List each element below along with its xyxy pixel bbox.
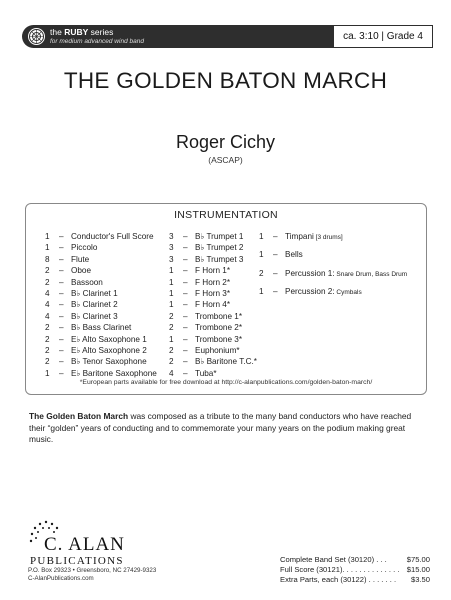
instrument-quantity: 1 bbox=[259, 232, 264, 241]
dash: – bbox=[183, 243, 188, 253]
instrument-name: B♭ Bass Clarinet bbox=[71, 323, 132, 333]
instrument-name: B♭ Clarinet 1 bbox=[71, 289, 118, 299]
instrumentation-heading: INSTRUMENTATION bbox=[174, 209, 278, 221]
instrument-row bbox=[45, 242, 157, 253]
instrument-name: Oboe bbox=[71, 266, 92, 276]
address-line: P.O. Box 29323 • Greensboro, NC 27429-9323 bbox=[28, 567, 157, 574]
series-label: the RUBY series for medium advanced wind band bbox=[50, 26, 144, 45]
instrument-name: B♭ Clarinet 3 bbox=[71, 311, 118, 321]
instrument-name: Flute bbox=[71, 254, 90, 264]
instrument-row bbox=[169, 334, 257, 345]
instrument-row bbox=[169, 322, 257, 333]
instrument-row bbox=[169, 242, 257, 253]
instrument-detail: [3 drums] bbox=[313, 234, 343, 241]
dash: – bbox=[183, 300, 188, 310]
price-row bbox=[280, 555, 430, 565]
dash: – bbox=[183, 346, 188, 356]
dash: – bbox=[183, 289, 188, 299]
dash: – bbox=[183, 368, 188, 378]
dash: – bbox=[183, 323, 188, 333]
instrument-name: Piccolo bbox=[71, 243, 98, 253]
instrument-name: B♭ Tenor Saxophone bbox=[71, 357, 147, 367]
instrument-row bbox=[169, 299, 257, 310]
dash: – bbox=[59, 266, 64, 276]
instrument-quantity: 4 bbox=[169, 368, 174, 378]
instrument-row bbox=[45, 368, 157, 379]
instrument-name: Conductor's Full Score bbox=[71, 232, 154, 241]
price-value: $75.00 bbox=[406, 555, 430, 564]
series-subtitle: for medium advanced wind band bbox=[50, 37, 144, 45]
publisher-subname: PUBLICATIONS bbox=[30, 555, 124, 567]
instrument-row bbox=[45, 288, 157, 299]
composer-name: Roger Cichy bbox=[175, 132, 276, 152]
instrument-row bbox=[169, 311, 257, 322]
instrument-row bbox=[259, 249, 407, 261]
instrument-detail: Cymbals bbox=[334, 289, 362, 297]
instrument-row bbox=[169, 265, 257, 276]
dash: – bbox=[59, 254, 64, 264]
dash: – bbox=[273, 268, 278, 278]
instrument-row bbox=[45, 254, 157, 265]
instrument-row bbox=[45, 231, 157, 242]
instrument-name: B♭ Trumpet 2 bbox=[195, 243, 244, 253]
instrument-quantity: 2 bbox=[259, 268, 264, 278]
instrument-quantity: 2 bbox=[169, 357, 174, 367]
dash: – bbox=[183, 311, 188, 321]
instrument-quantity: 2 bbox=[169, 323, 174, 333]
ruby-series-logo-icon bbox=[28, 28, 45, 45]
instrument-row bbox=[169, 356, 257, 367]
dash: – bbox=[59, 357, 64, 367]
instrument-name: Bells bbox=[285, 250, 303, 260]
instrument-quantity: 1 bbox=[169, 277, 174, 287]
instrument-quantity: 1 bbox=[169, 266, 174, 276]
instrument-quantity: 1 bbox=[169, 289, 174, 299]
description-text: was composed as a tribute to the many band conductors who have reached their “golden” years of conducting and to commemorate your many years on the podium making great music. bbox=[29, 411, 412, 444]
instrumentation-box bbox=[25, 203, 427, 395]
instrument-quantity: 2 bbox=[45, 346, 50, 356]
instrument-row bbox=[45, 299, 157, 310]
dash: – bbox=[183, 232, 188, 241]
instrument-name: E♭ Alto Saxophone 2 bbox=[71, 346, 147, 356]
price-label: Extra Parts, each (30122) . . . . . . . bbox=[280, 575, 397, 584]
instrument-quantity: 2 bbox=[45, 334, 50, 344]
instrument-quantity: 1 bbox=[259, 287, 264, 297]
price-list bbox=[280, 555, 430, 585]
instrument-row bbox=[169, 345, 257, 356]
instrument-name: F Horn 2* bbox=[195, 277, 231, 287]
instrument-name: Trombone 3* bbox=[195, 334, 243, 344]
instrument-row bbox=[45, 334, 157, 345]
publisher-address bbox=[28, 567, 156, 583]
instrumentation-column-3 bbox=[259, 231, 407, 305]
dash: – bbox=[273, 250, 278, 260]
dash: – bbox=[59, 323, 64, 333]
instrument-row bbox=[45, 322, 157, 333]
series-banner bbox=[22, 25, 433, 48]
instrument-row bbox=[259, 286, 407, 298]
price-row bbox=[280, 565, 430, 575]
dash: – bbox=[59, 346, 64, 356]
dash: – bbox=[59, 368, 64, 378]
price-value: $3.50 bbox=[410, 575, 430, 584]
instrument-name: B♭ Baritone T.C.* bbox=[195, 357, 257, 367]
instrument-quantity: 1 bbox=[45, 243, 50, 253]
instrument-name: E♭ Baritone Saxophone bbox=[71, 368, 157, 378]
instrument-row bbox=[169, 254, 257, 265]
instrument-detail: Snare Drum, Bass Drum bbox=[334, 270, 408, 278]
instrument-row bbox=[45, 265, 157, 276]
instrument-row bbox=[45, 345, 157, 356]
instrument-quantity: 4 bbox=[45, 300, 50, 310]
instrument-name: Trombone 1* bbox=[195, 311, 243, 321]
dash: – bbox=[183, 334, 188, 344]
instrument-row bbox=[45, 356, 157, 367]
instrument-quantity: 3 bbox=[169, 254, 174, 264]
duration-grade: ca. 3:10 | Grade 4 bbox=[333, 25, 433, 48]
instrument-quantity: 2 bbox=[45, 357, 50, 367]
instrument-quantity: 8 bbox=[45, 254, 50, 264]
dash: – bbox=[59, 334, 64, 344]
instrument-quantity: 1 bbox=[45, 368, 50, 378]
instrument-name: F Horn 1* bbox=[195, 266, 231, 276]
instrument-name: Bassoon bbox=[71, 277, 103, 287]
instrument-name: Tuba* bbox=[195, 368, 217, 378]
instrument-row bbox=[259, 268, 407, 280]
instrument-name: Trombone 2* bbox=[195, 323, 243, 333]
instrument-quantity: 2 bbox=[169, 311, 174, 321]
european-parts-footnote: *European parts available for free download at http://c-alanpublications.com/golden-baton-march/ bbox=[79, 379, 373, 386]
instrument-name: Percussion 2: Cymbals bbox=[285, 287, 362, 297]
dash: – bbox=[183, 277, 188, 287]
instrument-row bbox=[169, 231, 257, 242]
instrument-name: Timpani [3 drums] bbox=[285, 232, 343, 241]
price-value: $15.00 bbox=[406, 565, 430, 574]
instrument-quantity: 1 bbox=[169, 334, 174, 344]
dash: – bbox=[59, 311, 64, 321]
instrument-name: Percussion 1: Snare Drum, Bass Drum bbox=[285, 268, 408, 278]
instrument-name: F Horn 3* bbox=[195, 289, 231, 299]
price-row bbox=[280, 575, 430, 585]
dash: – bbox=[183, 254, 188, 264]
instrumentation-column-1 bbox=[45, 231, 157, 379]
dash: – bbox=[59, 232, 64, 241]
dash: – bbox=[59, 277, 64, 287]
instrument-quantity: 3 bbox=[169, 243, 174, 253]
instrument-quantity: 1 bbox=[259, 250, 264, 260]
instrument-quantity: 3 bbox=[169, 232, 174, 241]
instrument-quantity: 4 bbox=[45, 311, 50, 321]
website-line: C-AlanPublications.com bbox=[28, 575, 94, 582]
dash: – bbox=[183, 266, 188, 276]
instrument-row bbox=[169, 288, 257, 299]
dash: – bbox=[273, 232, 278, 241]
dash: – bbox=[183, 357, 188, 367]
dash: – bbox=[59, 243, 64, 253]
instrumentation-column-2 bbox=[169, 231, 257, 379]
instrument-row bbox=[169, 368, 257, 379]
instrument-row bbox=[45, 311, 157, 322]
instrument-row bbox=[169, 277, 257, 288]
page-title: THE GOLDEN BATON MARCH bbox=[63, 68, 388, 93]
instrument-row bbox=[259, 231, 407, 243]
instrument-name: Euphonium* bbox=[195, 346, 240, 356]
instrument-name: E♭ Alto Saxophone 1 bbox=[71, 334, 147, 344]
publisher-name: C. ALAN bbox=[44, 534, 125, 555]
price-label: Full Score (30121). . . . . . . . . . . . . . bbox=[280, 565, 400, 574]
piece-description bbox=[29, 411, 429, 446]
instrument-name: B♭ Trumpet 1 bbox=[195, 232, 244, 241]
instrument-row bbox=[45, 277, 157, 288]
instrument-quantity: 1 bbox=[169, 300, 174, 310]
instrument-quantity: 2 bbox=[169, 346, 174, 356]
dash: – bbox=[59, 300, 64, 310]
instrument-quantity: 2 bbox=[45, 277, 50, 287]
dash: – bbox=[273, 287, 278, 297]
instrument-quantity: 2 bbox=[45, 266, 50, 276]
instrument-name: F Horn 4* bbox=[195, 300, 231, 310]
instrument-name: B♭ Trumpet 3 bbox=[195, 254, 244, 264]
instrument-quantity: 1 bbox=[45, 232, 50, 241]
instrument-quantity: 4 bbox=[45, 289, 50, 299]
instrument-quantity: 2 bbox=[45, 323, 50, 333]
instrument-name: B♭ Clarinet 2 bbox=[71, 300, 118, 310]
dash: – bbox=[59, 289, 64, 299]
description-title: The Golden Baton March bbox=[29, 411, 129, 421]
composer-society: (ASCAP) bbox=[208, 155, 243, 165]
price-label: Complete Band Set (30120) . . . bbox=[280, 555, 387, 564]
